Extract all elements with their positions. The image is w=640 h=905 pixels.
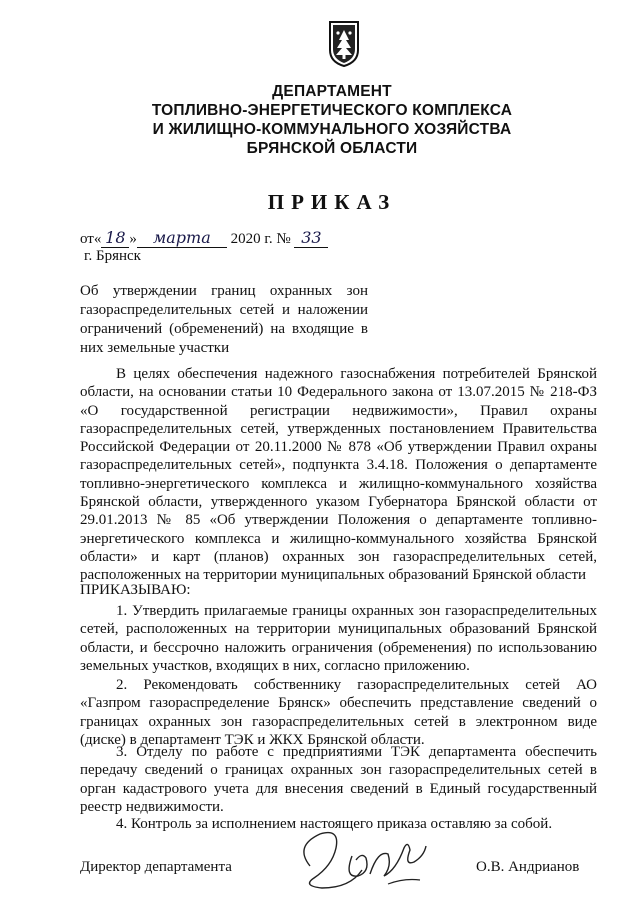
order-item-2: 2. Рекомендовать собственнику газораспределительных сетей АО «Газпром газораспределение Брянск» обеспечить представление сведений о границах охранных зон газораспределительных сетей в электронном виде (диске) в департамент ТЭК и ЖКХ Брянской области.: [80, 677, 597, 748]
number-sign: №: [276, 231, 291, 247]
order-word: ПРИКАЗЫВАЮ:: [80, 582, 191, 598]
subject-line-3: ограничений (обременений) на входящие в: [80, 321, 368, 337]
date-year: 2020 г.: [230, 231, 273, 247]
date-open-quote: «: [93, 231, 102, 247]
date-month: марта: [137, 228, 227, 248]
department-title-line-3: И ЖИЛИЩНО-КОММУНАЛЬНОГО ХОЗЯЙСТВА: [152, 121, 512, 138]
order-subject: [80, 282, 368, 358]
department-title-line-1: ДЕПАРТАМЕНТ: [272, 83, 392, 100]
order-date-line: [80, 228, 328, 248]
subject-line-4: них земельные участки: [80, 340, 230, 356]
order-item-4: 4. Контроль за исполнением настоящего приказа оставляю за собой.: [116, 816, 553, 832]
department-title-line-2: ТОПЛИВНО-ЭНЕРГЕТИЧЕСКОГО КОМПЛЕКСА: [151, 102, 513, 119]
date-day: 18: [101, 228, 129, 248]
date-prefix: от: [80, 231, 94, 247]
city: г. Брянск: [84, 248, 141, 264]
date-close-quote: »: [129, 231, 137, 247]
preamble-paragraph: В целях обеспечения надежного газоснабжения потребителей Брянской области, на основании статьи 10 Федерального закона от 13.07.2015 № 218-ФЗ «О государственной регистрации недвижимости», Правил охраны газораспределительных сетей, утвержденных постановлением Правительства Российской Федерации от 20.11.2000 № 878 «Об утверждении Правил охраны газораспределительных сетей», подпункта 3.4.18. Положения о департаменте топливно-энергетического комплекса и жилищно-коммунального хозяйства Брянской области, утвержденного указом Губернатора Брянской области от 29.01.2013 № 85 «Об утверждении Положения о департаменте топливно-энергетического комплекса и жилищно-коммунального хозяйства Брянской области» и карт (планов) охранных зон газораспределительных сетей, расположенных на территории муниципальных образований Брянской области: [80, 366, 597, 584]
handwritten-signature: [292, 826, 442, 898]
order-number: 33: [294, 228, 328, 248]
signatory-role: Директор департамента: [80, 859, 232, 875]
signatory-name: О.В. Андрианов: [476, 859, 580, 875]
order-item-1: 1. Утвердить прилагаемые границы охранных зон газораспределительных сетей, расположенных на территории муниципальных образований Брянской области, и бессрочно наложить ограничения (обременения) по использованию земельных участков, входящих в них, согласно приложению.: [80, 603, 597, 674]
document-type-title: ПРИКАЗ: [267, 190, 397, 214]
subject-line-2: газораспределительных сетей и наложении: [80, 302, 368, 318]
order-item-3: 3. Отделу по работе с предприятиями ТЭК департамента обеспечить передачу сведений о границах охранных зон газораспределительных сетей в орган кадастрового учета для внесения сведений в Единый государственный реестр недвижимости.: [80, 744, 597, 815]
subject-line-1: Об утверждении границ охранных зон: [80, 283, 368, 299]
coat-of-arms-emblem: [328, 20, 360, 68]
department-title-line-4: БРЯНСКОЙ ОБЛАСТИ: [246, 140, 418, 157]
